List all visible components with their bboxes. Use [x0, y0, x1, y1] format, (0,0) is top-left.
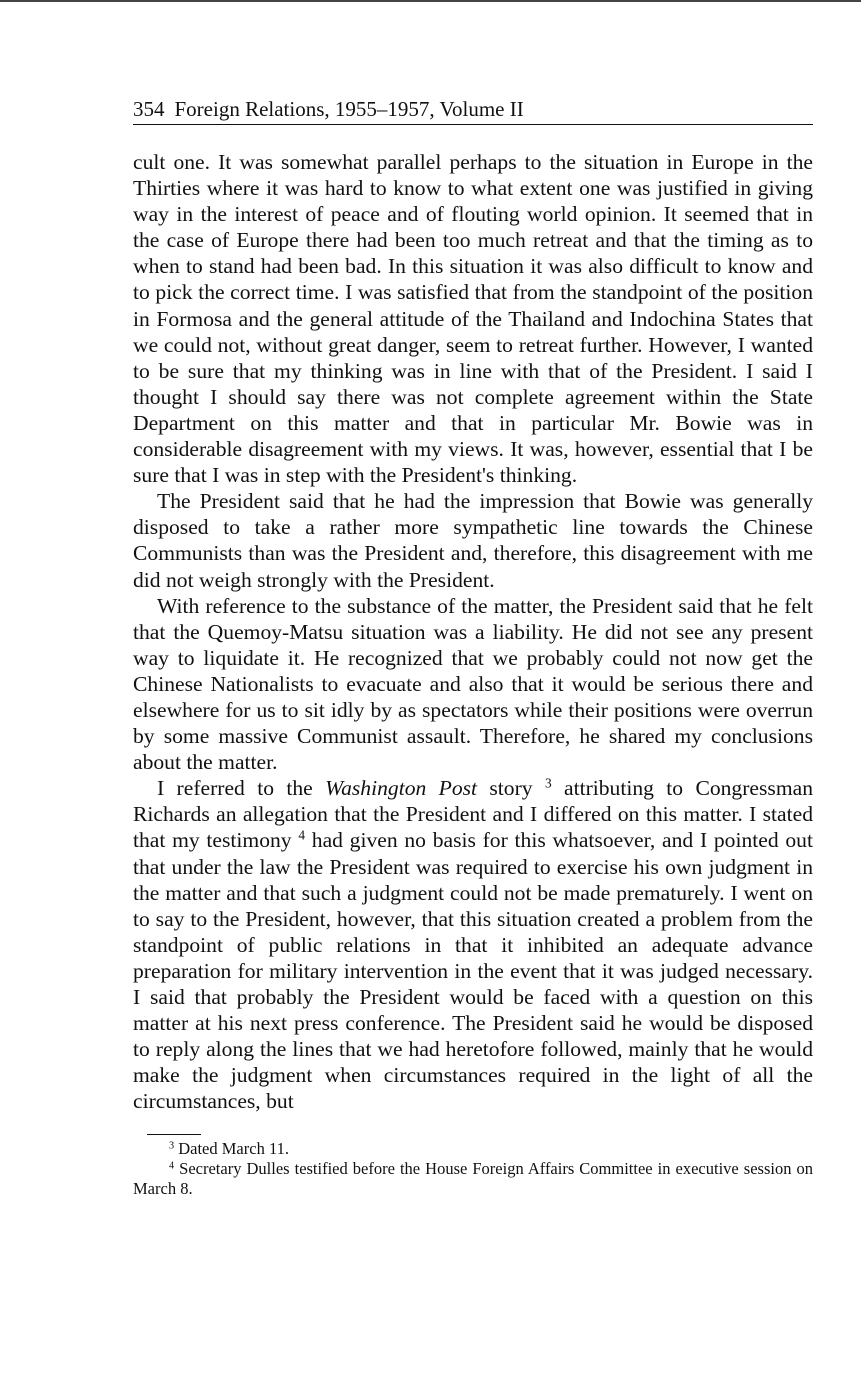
page-number: 354: [133, 97, 165, 121]
footnote-separator: [147, 1134, 201, 1135]
running-head: [133, 96, 813, 125]
footnote-ref-3: 3: [544, 775, 552, 791]
publication-title: Washington Post: [325, 776, 478, 801]
paragraph-4-text-a: I referred to the: [157, 776, 313, 801]
footnote-mark: 4: [169, 1160, 175, 1172]
paragraph-4-text-b: story: [489, 776, 533, 801]
paragraph-4-text-c: attributing to Congressman Richards an allegation that the President and I differed on this matter. I stated that my testimony: [133, 776, 813, 853]
paragraph-4-text-d: had given no basis for this whatsoever, and I pointed out that under the law the President was required to exercise his own judgment in the matter and that such a judgment could not be made prematurely. I went on to say to the President, however, that this situation created a problem from the standpoint of public relations in that it inhibited an adequate advance preparation for military intervention in the event that it was judged necessary. I said that probably the President would be faced with a question on this matter at his next press conference. The President said he would be disposed to reply along the lines that we had heretofore followed, mainly that he would make the judgment when circumstances required in the light of all the circumstances, but: [133, 828, 813, 1114]
running-title: Foreign Relations, 1955–1957, Volume II: [174, 97, 524, 121]
footnote-ref-4: 4: [298, 828, 306, 844]
footnote-text: Secretary Dulles testified before the House Foreign Affairs Committee in executive session on March 8.: [133, 1159, 813, 1199]
page: [133, 96, 813, 1199]
footnotes: [133, 1139, 813, 1199]
footnote-4: [133, 1159, 813, 1199]
paragraph-1: cult one. It was somewhat parallel perhaps to the situation in Europe in the Thirties where it was hard to know to what extent one was justified in giving way in the interest of peace and of flouting world opinion. It seemed that in the case of Europe there had been too much retreat and that the timing as to when to stand had been bad. In this situation it was also difficult to know and to pick the correct time. I was satisfied that from the standpoint of the position in Formosa and the general attitude of the Thailand and Indochina States that we could not, without great danger, seem to retreat further. However, I wanted to be sure that my thinking was in line with that of the President. I said I thought I should say there was not complete agreement within the State Department on this matter and that in particular Mr. Bowie was in considerable disagreement with my views. It was, however, essential that I be sure that I was in step with the President's thinking.: [133, 150, 813, 488]
paragraph-2: The President said that he had the impression that Bowie was generally disposed to take a rather more sympathetic line towards the Chinese Communists than was the President and, therefore, this disagreement with me did not weigh strongly with the President.: [133, 489, 813, 592]
scan-top-edge: [0, 0, 861, 2]
body-text: [133, 149, 813, 1114]
footnote-text: Dated March 11.: [178, 1139, 289, 1159]
paragraph-3: With reference to the substance of the matter, the President said that he felt that the Quemoy-Matsu situation was a liability. He did not see any present way to liquidate it. He recognized that we probably could not now get the Chinese Nationalists to evacuate and also that it would be serious there and elsewhere for us to sit idly by as spectators while their positions were overrun by some massive Communist assault. Therefore, he shared my conclusions about the matter.: [133, 593, 813, 775]
footnote-mark: 3: [169, 1140, 175, 1152]
footnote-3: [133, 1139, 813, 1159]
paragraph-4: [133, 775, 813, 1114]
